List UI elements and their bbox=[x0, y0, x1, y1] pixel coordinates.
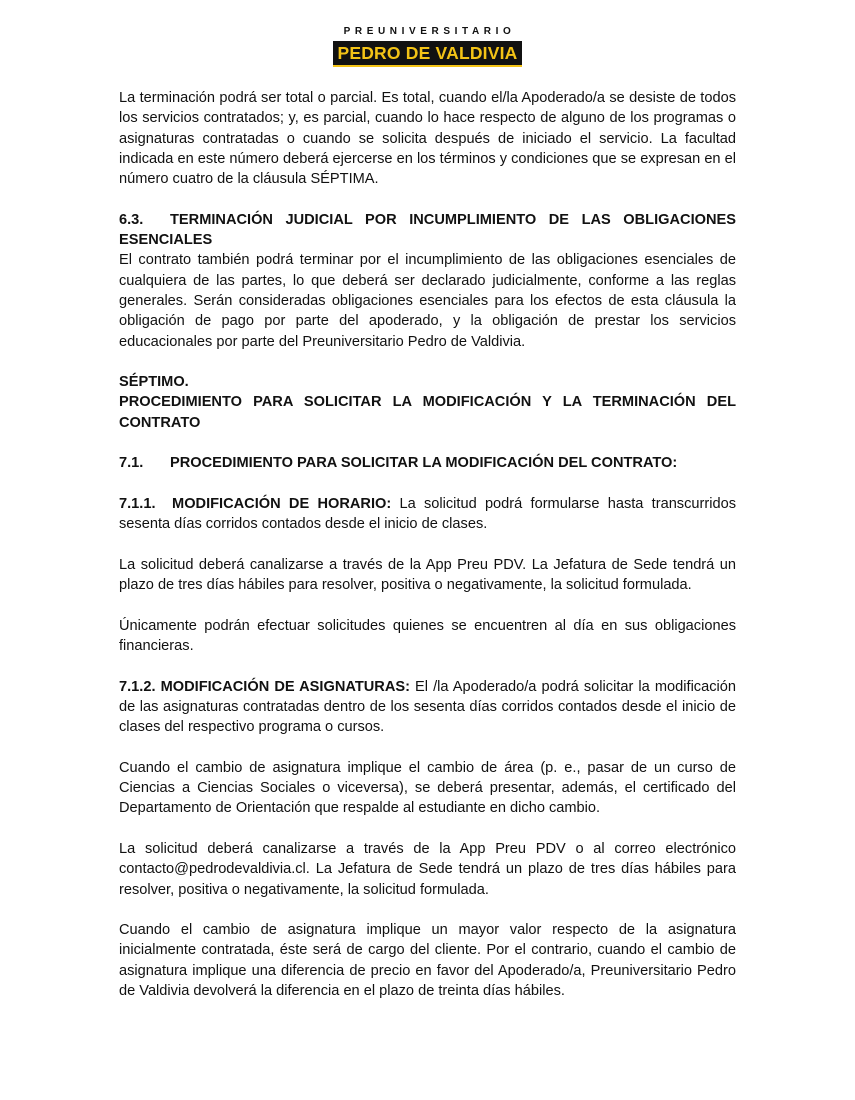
section-7-1-2-number: 7.1.2. bbox=[119, 678, 156, 695]
section-7-1-1-paragraph-3: Únicamente podrán efectuar solicitudes quienes se encuentren al día en sus obligaciones financieras. bbox=[119, 617, 736, 655]
section-7-1-2-paragraph-4: Cuando el cambio de asignatura implique un mayor valor respecto de la asignatura inicialmente contratada, éste será de cargo del cliente. Por el contrario, cuando el cambio de asignatura implique una diferencia de precio en favor del Apoderado/a, Preuniversitario Pedro de Valdivia devolverá la diferencia en el plazo de treinta días hábiles. bbox=[119, 922, 736, 1000]
section-7-1-1-paragraph-2: La solicitud deberá canalizarse a través de la App Preu PDV. La Jefatura de Sede tendrá un plazo de tres días hábiles para resolver, positiva o negativamente, la solicitud formulada. bbox=[119, 556, 736, 594]
section-6-3-heading bbox=[119, 210, 736, 230]
section-7-1-1-number: 7.1.1. bbox=[119, 495, 156, 512]
section-6-3-body: El contrato también podrá terminar por el incumplimiento de las obligaciones esenciales de cualquiera de las partes, lo que deberá ser declarado judicialmente, conforme a las reglas generales. Serán consideradas obligaciones esenciales para los efectos de esta cláusula la obligación de pago por parte del apoderado, y la obligación de prestar los servicios educacionales por parte del Preuniversitario Pedro de Valdivia. bbox=[119, 252, 736, 350]
section-7-1-2-paragraph-3: La solicitud deberá canalizarse a través de la App Preu PDV o al correo electrónico contacto@pedrodevaldivia.cl. La Jefatura de Sede tendrá un plazo de tres días hábiles para resolver, positiva o negativamente, la solicitud formulada. bbox=[119, 840, 736, 898]
section-7 bbox=[119, 372, 736, 433]
section-7-1-2 bbox=[119, 677, 736, 738]
section-7-title: PROCEDIMIENTO PARA SOLICITAR LA MODIFICACIÓN Y LA TERMINACIÓN DEL CONTRATO bbox=[119, 394, 736, 431]
section-7-1-1-body: La solicitud podrá formularse hasta transcurridos sesenta días corridos contados desde el inicio de clases. bbox=[119, 495, 737, 533]
section-7-1-1 bbox=[119, 494, 736, 535]
logo-name-box: PEDRO DE VALDIVIA bbox=[333, 41, 521, 67]
document-body bbox=[119, 88, 736, 1022]
section-7-1-heading bbox=[119, 453, 736, 473]
paragraph-termination-types: La terminación podrá ser total o parcial. Es total, cuando el/la Apoderado/a se desiste de todos los servicios contratados; y, es parcial, cuando lo hace respecto de alguno de los programas o asignaturas contratadas o cuando se solicita después de iniciado el servicio. La facultad indicada en este número deberá ejercerse en los términos y condiciones que se expresan en el número cuatro de la cláusula SÉPTIMA. bbox=[119, 90, 736, 188]
section-7-label: SÉPTIMO. bbox=[119, 374, 189, 391]
section-7-1-2-paragraph-2: Cuando el cambio de asignatura implique el cambio de área (p. e., pasar de un curso de Ciencias a Ciencias Sociales o viceversa), se deberá presentar, además, el certificado del Departamento de Orientación que respalde al estudiante en dicho cambio. bbox=[119, 759, 736, 817]
section-6-3-number: 6.3. bbox=[119, 211, 144, 228]
section-7-1-title: PROCEDIMIENTO PARA SOLICITAR LA MODIFICACIÓN DEL CONTRATO: bbox=[170, 455, 678, 472]
section-6-3-title: TERMINACIÓN JUDICIAL POR INCUMPLIMIENTO DE LAS OBLIGACIONES bbox=[170, 211, 736, 228]
section-7-1-1-title: MODIFICACIÓN DE HORARIO: bbox=[172, 495, 392, 512]
section-6-3 bbox=[119, 210, 736, 352]
institution-logo bbox=[0, 26, 855, 67]
section-7-1-2-body: El /la Apoderado/a podrá solicitar la modificación de las asignaturas contratadas dentro de los sesenta días corridos contados desde el inicio de clases del respectivo programa o cursos. bbox=[119, 678, 736, 736]
section-6-3-title-cont: ESENCIALES bbox=[119, 232, 213, 249]
section-7-1-number: 7.1. bbox=[119, 455, 144, 472]
section-7-1-2-title: MODIFICACIÓN DE ASIGNATURAS: bbox=[160, 678, 410, 695]
logo-top-text: PREUNIVERSITARIO bbox=[343, 26, 516, 37]
